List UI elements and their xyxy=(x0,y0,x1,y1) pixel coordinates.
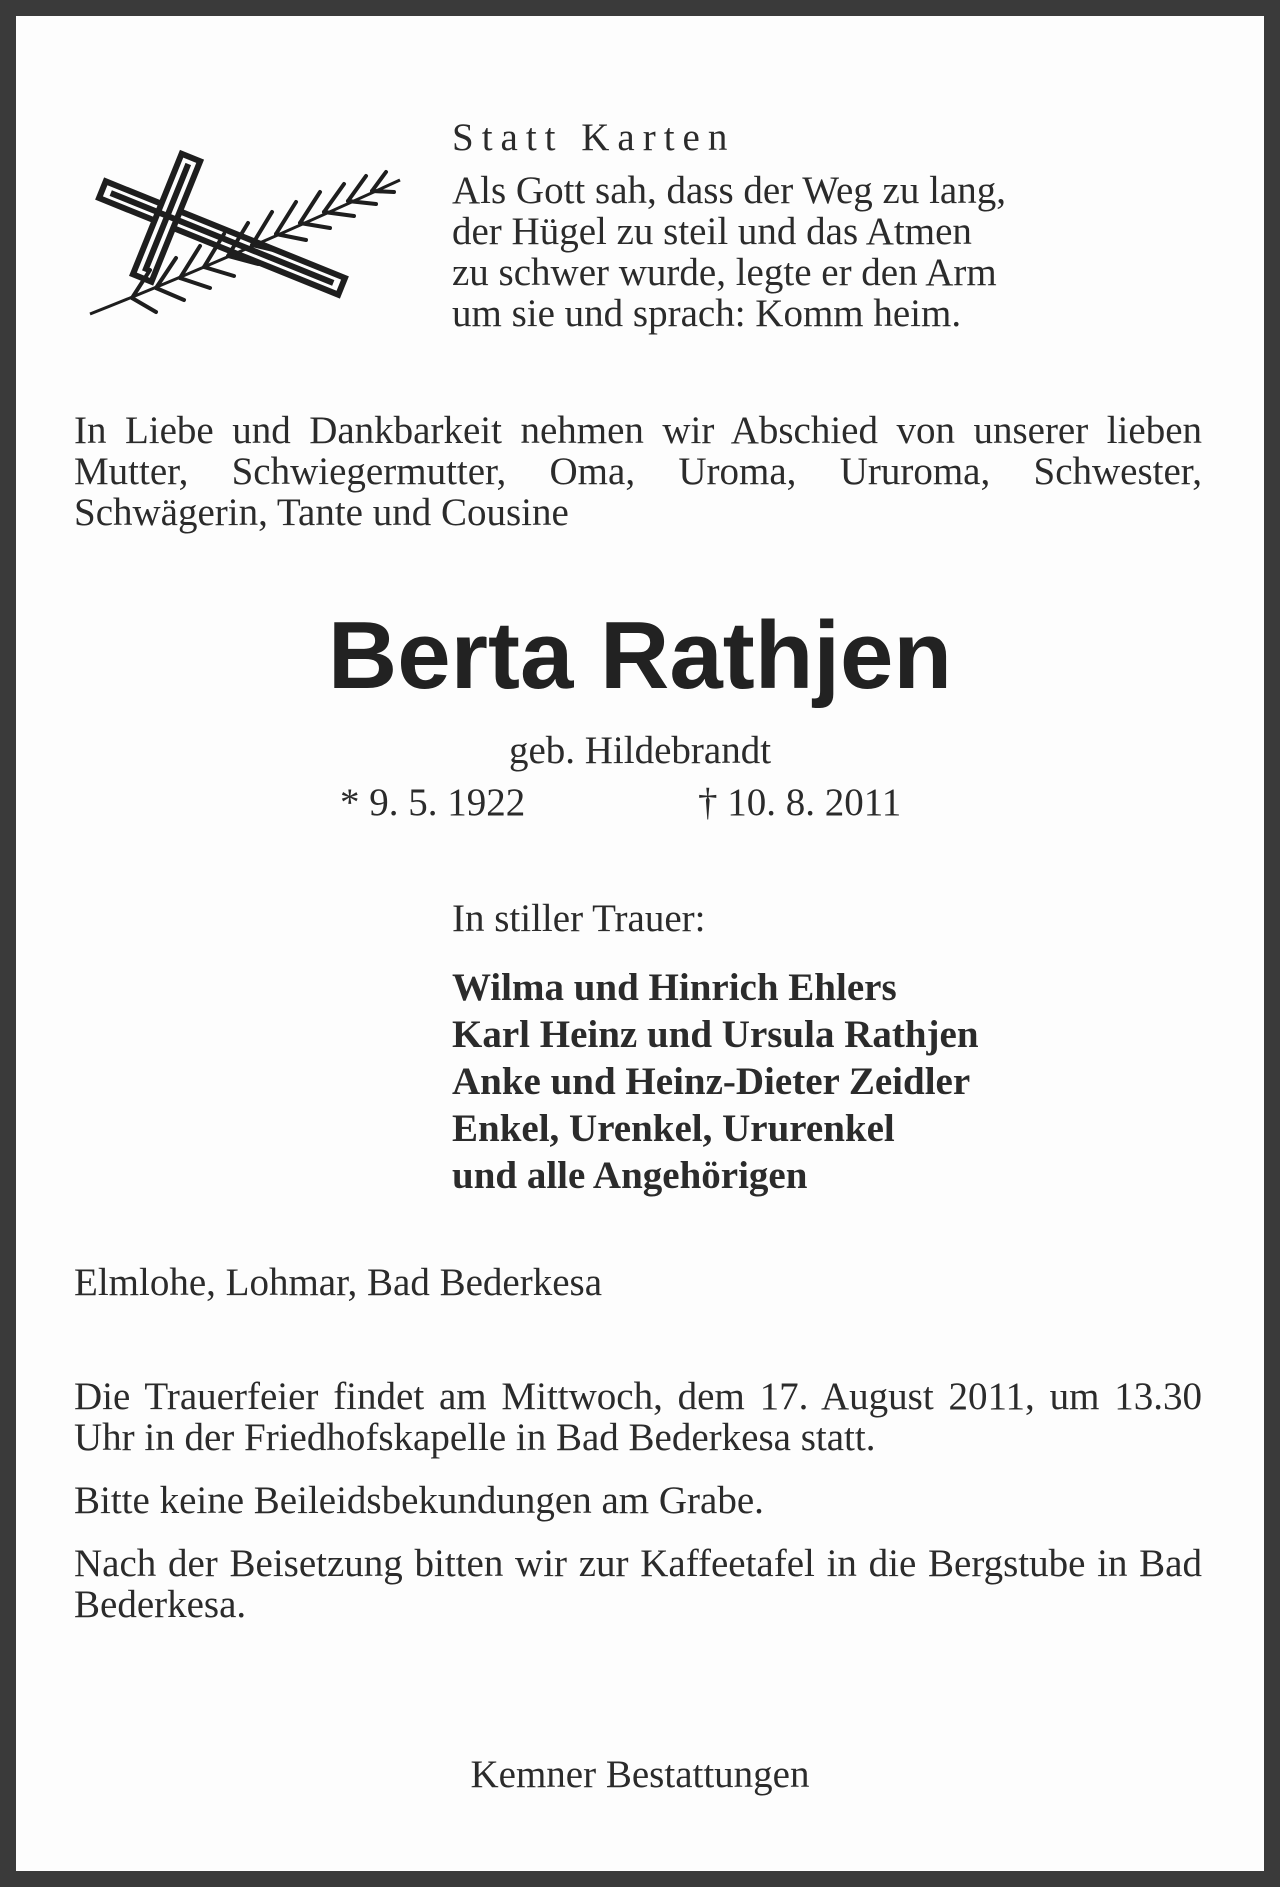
cross-with-palm-branch-icon xyxy=(72,146,412,326)
poem-line: Als Gott sah, dass der Weg zu lang, xyxy=(452,169,1006,212)
places: Elmlohe, Lohmar, Bad Bederkesa xyxy=(74,1261,603,1304)
obituary-card xyxy=(16,16,1264,1871)
mourner-name: Enkel, Urenkel, Ururenkel xyxy=(452,1107,895,1150)
poem-line: um sie und sprach: Komm heim. xyxy=(452,292,962,335)
mourners-label: In stiller Trauer: xyxy=(452,897,706,940)
poem-line: der Hügel zu steil und das Atmen xyxy=(452,210,972,253)
life-dates xyxy=(16,780,1264,828)
poem xyxy=(452,170,1212,334)
mourners-section xyxy=(452,896,1232,1199)
condolence-note: Bitte keine Beileidsbekundungen am Grabe. xyxy=(74,1479,764,1522)
mourner-name: Karl Heinz und Ursula Rathjen xyxy=(452,1013,979,1056)
birth-date: * 9. 5. 1922 xyxy=(340,781,526,824)
header-text xyxy=(452,112,1212,334)
mourners-list xyxy=(452,964,1232,1199)
intro-text: In Liebe und Dankbarkeit nehmen wir Abschied von unserer lieben Mutter, Schwiegermutter, Oma, Uroma, Ururoma, Schwester, Schwägerin, Tante und Cousine xyxy=(74,409,1202,534)
undertaker: Kemner Bestattungen xyxy=(470,1753,810,1796)
header-section xyxy=(16,16,1264,356)
deceased-name: Berta Rathjen xyxy=(327,602,953,709)
reception-info: Nach der Beisetzung bitten wir zur Kaffeetafel in die Bergstube in Bad Bederkesa. xyxy=(74,1542,1202,1626)
funeral-info: Die Trauerfeier findet am Mittwoch, dem 17. August 2011, um 13.30 Uhr in der Friedhofskapelle in Bad Bederkesa statt. xyxy=(74,1375,1202,1459)
mourner-name: Anke und Heinz-Dieter Zeidler xyxy=(452,1060,971,1103)
mourner-name: und alle Angehörigen xyxy=(452,1154,808,1197)
poem-line: zu schwer wurde, legte er den Arm xyxy=(452,251,997,294)
maiden-name: geb. Hildebrandt xyxy=(508,729,772,772)
notice-paragraphs xyxy=(74,1376,1202,1647)
statt-karten: Statt Karten xyxy=(452,116,736,159)
mourner-name: Wilma und Hinrich Ehlers xyxy=(452,966,897,1009)
death-date: † 10. 8. 2011 xyxy=(698,781,902,824)
